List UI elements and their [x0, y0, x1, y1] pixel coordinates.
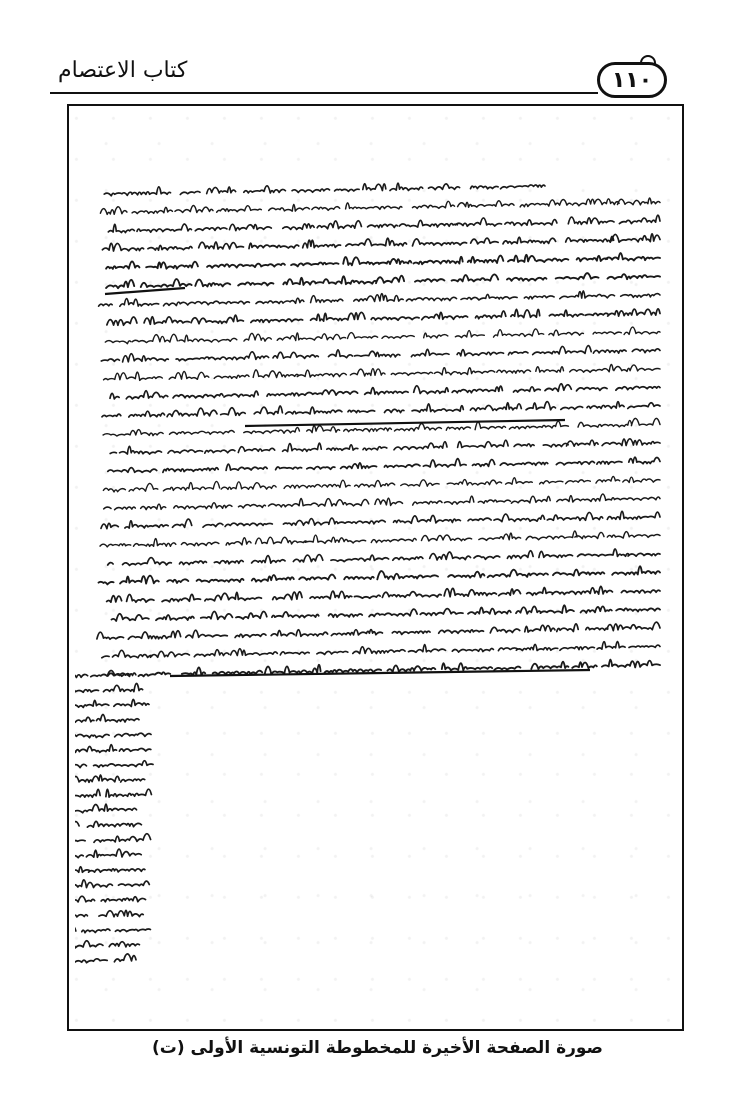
handwriting-line [75, 775, 145, 782]
handwriting-line [75, 849, 141, 858]
handwriting-line [102, 234, 660, 251]
handwriting-line [106, 273, 660, 288]
handwriting-line [75, 954, 136, 963]
handwriting-line [108, 457, 660, 472]
handwriting-line [75, 941, 139, 948]
handwriting-line [101, 346, 660, 362]
handwriting-line [102, 641, 660, 657]
ink-stroke [245, 420, 565, 426]
handwriting-line [75, 804, 137, 813]
handwriting-line [106, 253, 660, 269]
ink-stroke [105, 288, 185, 294]
handwriting-line [110, 439, 660, 454]
handwriting-line [75, 683, 143, 692]
handwriting-line [99, 291, 660, 306]
handwriting-line [102, 402, 660, 417]
handwriting-line [75, 927, 150, 933]
handwriting-line [108, 549, 660, 565]
handwriting-line [108, 215, 660, 232]
handwriting-line [97, 622, 660, 639]
figure-caption: صورة الصفحة الأخيرة للمخطوطة التونسية الأولى (ت) [152, 1038, 603, 1058]
handwriting-line [75, 670, 136, 677]
handwriting-line [100, 198, 660, 214]
handwriting-line [104, 494, 660, 510]
handwriting-line [75, 733, 151, 738]
handwriting-line [99, 566, 661, 584]
handwriting-line [103, 476, 660, 491]
handwriting-line [75, 867, 145, 873]
handwriting-line [104, 183, 545, 196]
header-rule [50, 92, 598, 94]
handwriting-line [75, 880, 149, 888]
handwriting-line [101, 511, 660, 528]
handwriting-line [75, 910, 143, 917]
handwriting-line [75, 745, 151, 753]
page-number: ١١٠ [597, 62, 667, 98]
handwriting-line [103, 418, 660, 436]
handwriting-line [75, 761, 153, 768]
handwriting-scan [75, 176, 680, 976]
handwriting-line [75, 714, 139, 722]
handwriting-line [75, 834, 151, 843]
handwriting-line [75, 896, 146, 903]
handwriting-line [75, 789, 151, 797]
handwriting-line [112, 605, 661, 621]
handwriting-line [107, 309, 660, 325]
handwriting-line [75, 699, 149, 707]
manuscript-image [75, 176, 680, 976]
handwriting-line [105, 327, 660, 344]
handwriting-line [110, 384, 660, 399]
handwriting-line [100, 531, 660, 547]
handwriting-line [104, 364, 660, 380]
book-title: كتاب الاعتصام [58, 58, 188, 83]
handwriting-line [107, 586, 660, 602]
handwriting-line [75, 821, 141, 827]
